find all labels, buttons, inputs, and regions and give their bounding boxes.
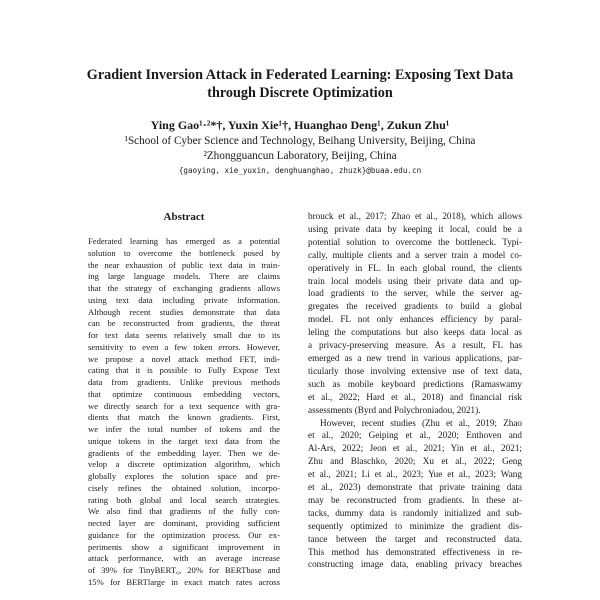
text-line: ing large language models. There are claims — [88, 271, 280, 282]
text-line: globally explores the solution space and pre- — [88, 471, 280, 481]
text-line: et al., 2022; Hard et al., 2018) and financial risk — [308, 391, 522, 402]
text-line: cating that it is possible to Fully Expose Text — [88, 365, 280, 376]
text-line: Zhu and Blaschko, 2020; Xu et al., 2022; Geng — [308, 456, 522, 467]
text-line: cally, multiple clients and a server train a model co- — [308, 249, 522, 260]
text-line: we directly search for a text sequence with gra- — [88, 400, 280, 411]
text-line: train local models using their private data and up- — [308, 275, 522, 286]
text-line: tacks, dummy data is randomly initialized and sub- — [308, 507, 522, 518]
text-line: This method has demonstrated effectiveness in re- — [308, 546, 522, 557]
text-line: model. FL not only enhances efficiency by paral- — [308, 314, 522, 325]
paper-title — [40, 66, 560, 102]
text-line: velop a discrete optimization algorithm, which — [88, 459, 280, 470]
affiliation-2: ²Zhongguancun Laboratory, Beijing, China — [203, 150, 397, 162]
text-line: the near exhaustion of public text data in train- — [88, 259, 280, 270]
text-line: data from gradients. Unlike previous methods — [88, 377, 280, 387]
text-line: constructing image data, enabling privacy breaches — [308, 559, 522, 570]
text-line: brouck et al., 2017; Zhao et al., 2018), which allows — [308, 211, 522, 221]
text-line: sensitivity to even a few token errors. However, — [88, 341, 280, 352]
text-line: can be reconstructed from gradients, the threat — [88, 318, 280, 329]
title-line: Gradient Inversion Attack in Federated Learning: Exposing Text Data — [86, 67, 514, 83]
text-line: emerged as a new trend in various applications, par- — [308, 352, 522, 363]
text-line: 15% for BERTlarge in exact match rates across — [88, 576, 280, 587]
right-column — [308, 210, 522, 571]
text-line: Federated learning has emerged as a potential — [88, 236, 280, 246]
text-line: dients that match the known gradients. First, — [88, 412, 280, 423]
text-line: may be reconstructed from gradients. In these at- — [308, 494, 522, 505]
text-line: load gradients to the server, while the server ag- — [308, 288, 522, 299]
text-line: potential solution to overcome the bottleneck. Typi- — [308, 236, 522, 247]
text-line: cisely refines the obtained solution, incorpo- — [88, 482, 280, 493]
text-line: nected layer are dominant, providing sufficient — [88, 518, 280, 528]
text-line: guidance for the optimization process. Our ex- — [88, 529, 280, 540]
text-line: that the strategy of exchanging gradients allows — [88, 283, 280, 293]
text-line: periments show a significant improvement in — [88, 541, 280, 552]
text-line: a privacy-preserving measure. As a result, FL has — [308, 340, 522, 351]
text-line: et al., 2021; Li et al., 2023; Yue et al., 2023; Wang — [308, 469, 522, 480]
author-emails: {gaoying, xie_yuxin, denghuanghao, zhuzk}@buaa.edu.cn — [178, 166, 422, 175]
text-line: tance between the target and reconstructed data. — [308, 533, 522, 544]
text-line: ticularly those involving extensive use of text data, — [308, 365, 522, 376]
authors: Ying Gao¹·²*†, Yuxin Xie¹†, Huanghao Deng¹, Zukun Zhu¹ — [150, 118, 450, 132]
text-line: However, recent studies (Zhu et al., 2019; Zhao — [320, 417, 522, 428]
text-line: that optimize continuous embedding vectors, — [88, 388, 280, 399]
text-line: gradients of the embedding layer. Then we de- — [88, 447, 280, 458]
text-line: such as mobile keyboard predictions (Ramaswamy — [308, 378, 522, 389]
text-line: We also find that gradients of the fully con- — [88, 506, 280, 517]
abstract-heading: Abstract — [163, 211, 205, 223]
intro-paragraph-2 — [308, 417, 522, 572]
text-line: gregates the received gradients to build a global — [308, 301, 522, 312]
text-line: we infer the total number of tokens and the — [88, 424, 280, 434]
intro-paragraph-1 — [308, 210, 522, 417]
text-line: solution to overcome the bottleneck posed by — [88, 247, 280, 258]
text-line: operatively in FL. In each global round, the clients — [308, 262, 522, 273]
text-line: using private data by keeping it local, could be a — [308, 223, 522, 234]
title-line: through Discrete Optimization — [207, 85, 393, 101]
text-line: for text data seems relatively small due to its — [88, 330, 280, 340]
text-line: rating both global and local search strategies. — [88, 494, 280, 505]
text-line: et al., 2023) demonstrate that private training data — [308, 482, 522, 493]
text-line: of 39% for TinyBERT₆, 20% for BERTbase and — [88, 565, 280, 575]
text-line: Although recent studies demonstrate that data — [88, 306, 280, 317]
text-line: sequently optimized to minimize the gradient dis- — [308, 520, 522, 531]
text-line: Al-Ars, 2022; Jeon et al., 2021; Yin et al., 2021; — [308, 443, 522, 454]
affiliation-1: ¹School of Cyber Science and Technology, Beihang University, Beijing, China — [124, 135, 476, 147]
text-line: unique tokens in the target text data from the — [88, 435, 280, 446]
text-line: we propose a novel attack method FET, indi- — [88, 353, 280, 364]
text-line: assessments (Byrd and Polychroniadou, 2021). — [308, 404, 481, 415]
text-line: using text data including private information. — [88, 294, 280, 305]
text-line: et al., 2020; Geiping et al., 2020; Enthoven and — [308, 430, 522, 441]
text-line: leling the computations but also keeps data local as — [308, 327, 522, 338]
abstract-body — [88, 236, 280, 589]
text-line: attack performance, with an average increase — [88, 553, 280, 564]
